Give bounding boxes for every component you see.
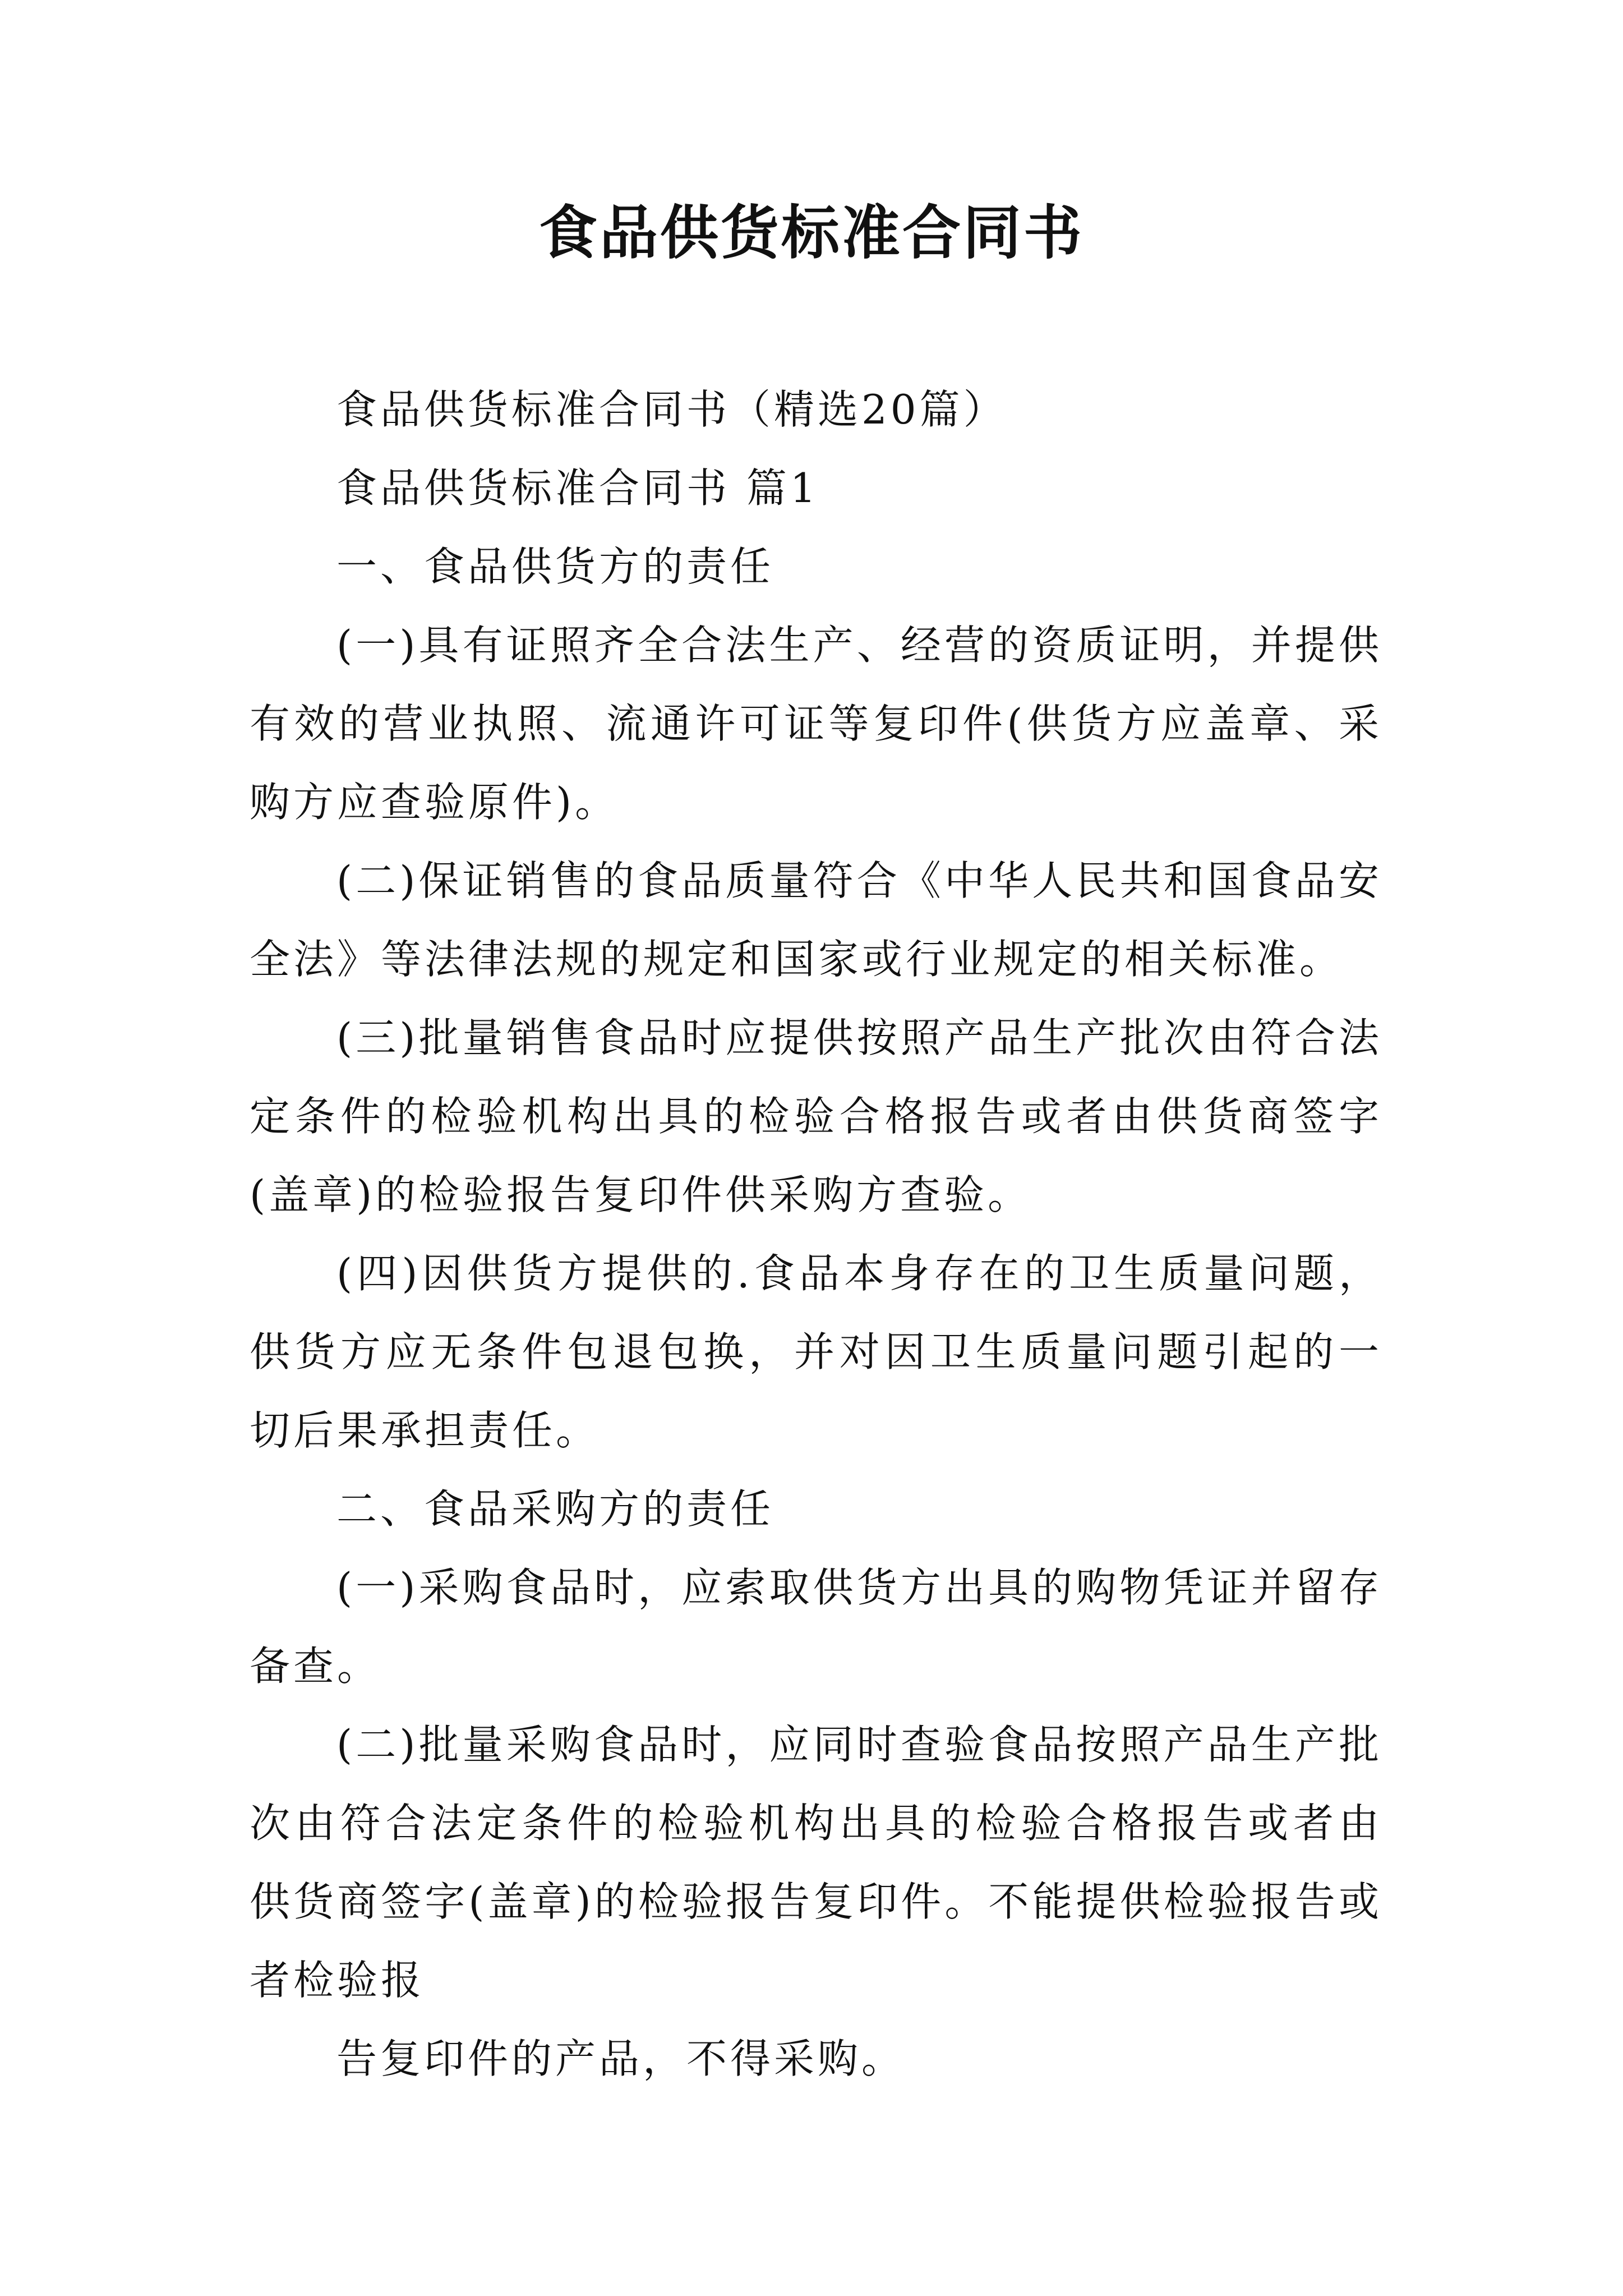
clause-paragraph: (四)因供货方提供的.食品本身存在的卫生质量问题，供货方应无条件包退包换，并对因卫生质量问题引起的一切后果承担责任。 (250, 1250, 1382, 1454)
subtitle-paragraph: 食品供货标准合同书（精选20篇） (336, 386, 1007, 433)
clause-heading: 二、食品采购方的责任 (336, 1485, 774, 1533)
clause-paragraph: (二)保证销售的食品质量符合《中华人民共和国食品安全法》等法律法规的规定和国家或行业规定的相关标准。 (250, 857, 1382, 983)
clause-paragraph: (一)采购食品时，应索取供货方出具的购物凭证并留存备查。 (250, 1564, 1382, 1690)
clause-paragraph: (一)具有证照齐全合法生产、经营的资质证明，并提供有效的营业执照、流通许可证等复印件(供货方应盖章、采购方应查验原件)。 (250, 622, 1382, 826)
document-body (250, 370, 1382, 2098)
clause-paragraph: (二)批量采购食品时，应同时查验食品按照产品生产批次由符合法定条件的检验机构出具的检验合格报告或者由供货商签字(盖章)的检验报告复印件。不能提供检验报告或者检验报 (250, 1721, 1382, 2004)
section-heading: 食品供货标准合同书 篇1 (336, 464, 819, 512)
clause-paragraph: (三)批量销售食品时应提供按照产品生产批次由符合法定条件的检验机构出具的检验合格报告或者由供货商签字(盖章)的检验报告复印件供采购方查验。 (250, 1014, 1382, 1218)
document-title: 食品供货标准合同书 (538, 198, 1084, 267)
clause-heading: 一、食品供货方的责任 (336, 543, 774, 590)
clause-paragraph: 告复印件的产品，不得采购。 (336, 2035, 906, 2082)
